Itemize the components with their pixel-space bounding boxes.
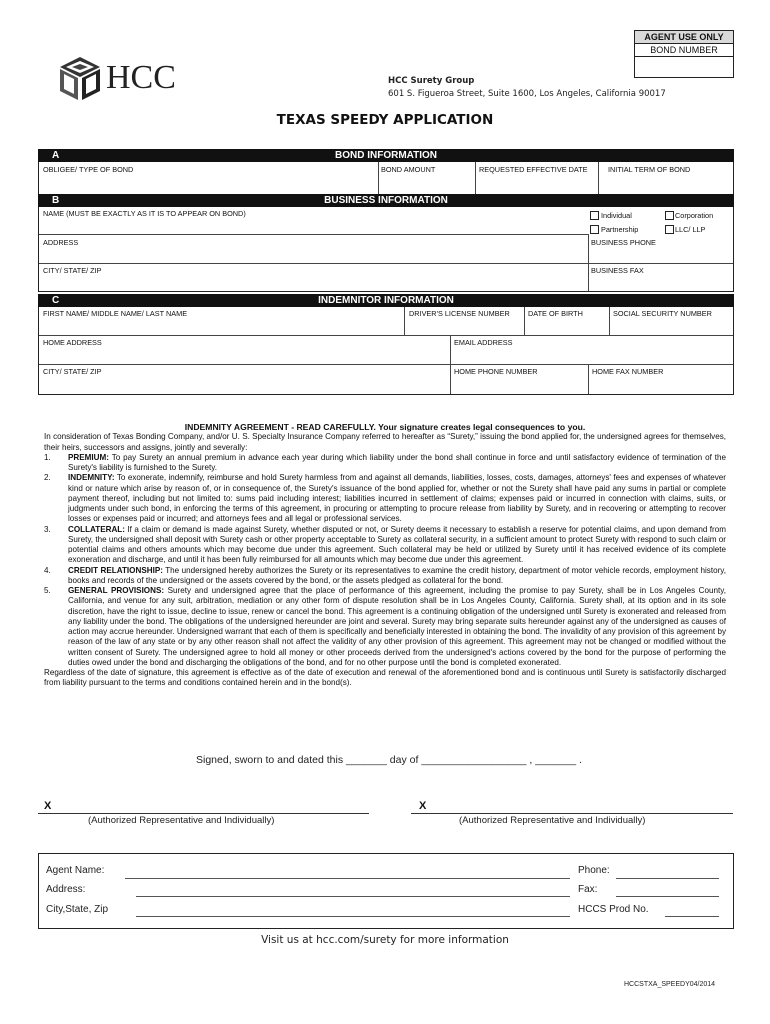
- obligee-field[interactable]: OBLIGEE/ TYPE OF BOND: [43, 165, 134, 174]
- bond-information-section: [38, 162, 734, 196]
- signature-line-left[interactable]: [38, 813, 369, 814]
- business-information-section: [38, 207, 734, 292]
- indemnitor-city-field[interactable]: CITY/ STATE/ ZIP: [43, 367, 102, 376]
- partnership-label: Partnership: [601, 225, 639, 234]
- effective-date-field[interactable]: REQUESTED EFFECTIVE DATE: [479, 165, 588, 174]
- indemnitor-information-section: [38, 307, 734, 395]
- section-b-title: BUSINESS INFORMATION: [324, 195, 448, 206]
- ssn-field[interactable]: SOCIAL SECURITY NUMBER: [613, 309, 712, 318]
- bond-amount-field[interactable]: BOND AMOUNT: [381, 165, 436, 174]
- agent-fax-label: Fax:: [578, 884, 598, 895]
- hccs-prod-input[interactable]: [665, 916, 719, 917]
- visit-website-text: Visit us at hcc.com/surety for more information: [261, 934, 509, 946]
- section-c-letter: C: [52, 295, 60, 306]
- business-phone-field[interactable]: BUSINESS PHONE: [591, 238, 656, 247]
- date-of-birth-field[interactable]: DATE OF BIRTH: [528, 309, 583, 318]
- cube-logo-icon: [58, 56, 102, 102]
- agent-address-input[interactable]: [136, 896, 570, 897]
- business-city-field[interactable]: CITY/ STATE/ ZIP: [43, 266, 102, 275]
- agreement-item-premium: 1. PREMIUM: To pay Surety an annual premium in advance each year during which liability under the bond shall continue in force and until satisfactory evidence of termination of the Surety's liability is furnished to the Surety.: [44, 452, 726, 472]
- section-a-title: BOND INFORMATION: [334, 150, 438, 161]
- individual-checkbox[interactable]: [590, 211, 599, 220]
- bond-number-label: BOND NUMBER: [635, 44, 733, 57]
- page-title: TEXAS SPEEDY APPLICATION: [276, 112, 494, 128]
- hccs-prod-label: HCCS Prod No.: [578, 904, 649, 915]
- agent-phone-label: Phone:: [578, 865, 610, 876]
- business-name-field[interactable]: NAME (MUST BE EXACTLY AS IT IS TO APPEAR ON BOND): [43, 209, 246, 218]
- agent-phone-input[interactable]: [616, 878, 719, 879]
- section-a-header: [38, 149, 734, 162]
- form-code: HCCSTXA_SPEEDY04/2014: [624, 981, 716, 988]
- signature-x-left: X: [44, 800, 52, 812]
- llc-llp-checkbox[interactable]: [665, 225, 674, 234]
- section-b-letter: B: [52, 195, 60, 206]
- agent-address-label: Address:: [46, 884, 86, 895]
- signed-dated-line[interactable]: Signed, sworn to and dated this _______ day of __________________ , _______ .: [196, 754, 582, 766]
- section-a-letter: A: [52, 150, 60, 161]
- signature-x-right: X: [419, 800, 427, 812]
- company-info: [388, 75, 666, 101]
- signature-line-right[interactable]: [411, 813, 733, 814]
- section-b-header: [38, 194, 734, 207]
- agreement-item-credit: 4. CREDIT RELATIONSHIP: The undersigned hereby authorizes the Surety or its representatives to examine the credit history, department of motor vehicle records, employment history, books and records of the undersigned or the assets covered by the bond, or the assets pledged as collateral for the bond.: [44, 565, 726, 585]
- agent-fax-input[interactable]: [616, 896, 719, 897]
- email-address-field[interactable]: EMAIL ADDRESS: [454, 338, 513, 347]
- agent-use-only-label: AGENT USE ONLY: [635, 31, 733, 44]
- indemnitor-name-field[interactable]: FIRST NAME/ MIDDLE NAME/ LAST NAME: [43, 309, 188, 318]
- business-fax-field[interactable]: BUSINESS FAX: [591, 266, 644, 275]
- initial-term-field[interactable]: INITIAL TERM OF BOND: [608, 165, 691, 174]
- agreement-item-general: 5. GENERAL PROVISIONS: Surety and undersigned agree that the place of performance of this agreement, including the promise to pay Surety, shall be in Los Angeles County, California, and venue for any suit, arbitration, mediation or any other form of dispute resolution shall be in Los Angeles County, California. Surety shall, at its option and in its sole discretion, have the right to issue, decline to issue, renew or cancel the bond. This agreement is a continuing obligation of the undersigned until Surety is exonerated and released from any liability under the bond. The obligations of the undersigned hereunder are joint and several. Surety may bring separate suits hereunder against any of the undersigned as causes of action may accrue hereunder. Undersigned warrant that each of them is specifically and beneficially interested in obtaining the bond. The invalidity of any provision of this agreement by reason of the law of any state or by any other reason shall not affect the validity of any other provision of this agreement. This agreement may not be changed or modified without the written consent of Surety. The undersigned agree to hold all money or other proceeds derived from the undersigned's actions covered by the bond for the purpose of performing the duties owed under the bond and discharging the obligations of the bond, and for no other purpose until the bond is completed exonerated.: [44, 586, 726, 667]
- individual-label: Individual: [601, 211, 632, 220]
- agent-city-input[interactable]: [136, 916, 570, 917]
- agent-name-input[interactable]: [125, 878, 570, 879]
- agreement-heading: INDEMNITY AGREEMENT - READ CAREFULLY. Your signature creates legal consequences to you.: [184, 422, 586, 432]
- agent-use-only-box: [634, 30, 734, 78]
- hcc-logo: [58, 56, 208, 102]
- home-address-field[interactable]: HOME ADDRESS: [43, 338, 102, 347]
- agreement-item-collateral: 3. COLLATERAL: If a claim or demand is made against Surety, whether disputed or not, or Surety deems it necessary to establish a reserve for potential claims, and upon demand from Surety, the undersigned shall deposit with Surety cash or other property acceptable to Surety as collateral security, in a sufficient amount to protect Surety with respond to such claim or potential claims and others amounts which may become due under this agreement. Such collateral may be held or utilized by Surety until it has received evidence of its complete exoneration and discharge, and until it has been fully reimbursed for all amounts which may become due under this agreement.: [44, 524, 726, 565]
- company-address: 601 S. Figueroa Street, Suite 1600, Los Angeles, California 90017: [388, 89, 666, 99]
- corporation-label: Corporation: [675, 211, 714, 220]
- partnership-checkbox[interactable]: [590, 225, 599, 234]
- home-phone-field[interactable]: HOME PHONE NUMBER: [454, 367, 538, 376]
- section-c-header: [38, 294, 734, 307]
- signature-caption-left: (Authorized Representative and Individually): [88, 815, 275, 826]
- section-c-title: INDEMNITOR INFORMATION: [318, 295, 454, 306]
- logo-text: HCC: [106, 59, 176, 96]
- home-fax-field[interactable]: HOME FAX NUMBER: [592, 367, 664, 376]
- company-name: HCC Surety Group: [388, 76, 475, 86]
- agent-name-label: Agent Name:: [46, 865, 105, 876]
- agreement-closing: Regardless of the date of signature, this agreement is effective as of the date of execution and renewal of the aforementioned bond and is continuous until Surety is satisfactorily discharged from liability pursuant to the terms and conditions contained herein and in the bond(s).: [44, 668, 726, 688]
- business-address-field[interactable]: ADDRESS: [43, 238, 79, 247]
- signature-caption-right: (Authorized Representative and Individually): [459, 815, 646, 826]
- agent-info-form: [38, 853, 734, 929]
- agreement-intro: In consideration of Texas Bonding Company, and/or U. S. Specialty Insurance Company referred to hereafter as “Surety,” issuing the bond applied for, the undersigned agrees for themselves, their heirs, successors and assigns, jointly and severally:: [44, 432, 726, 452]
- indemnity-agreement: [44, 422, 726, 689]
- llc-llp-label: LLC/ LLP: [675, 225, 706, 234]
- drivers-license-field[interactable]: DRIVER'S LICENSE NUMBER: [409, 309, 510, 318]
- agreement-item-indemnity: 2. INDEMNITY: To exonerate, indemnify, reimburse and hold Surety harmless from and against all demands, liabilities, losses, costs, damages, attorneys' fees and expenses of whatever kind or nature which arise by reason of, or in consequence of, the Surety's issuance of the bond applied for, whether or not the Surety shall have paid any sums in partial or complete payment thereof, including but not limited to: sums paid including interest; liabilities incurred in settlement of claims; expenses paid or incurred in connection with claims, suits, or judgments under such bond, in enforcing the terms of this agreement, in procuring or attempting to procure release from liability by Surety, and in recovering or attempting to recover losses or expenses paid or incurred; and attorneys fees and all legal or professional services.: [44, 473, 726, 524]
- corporation-checkbox[interactable]: [665, 211, 674, 220]
- agent-city-label: City,State, Zip: [46, 904, 109, 915]
